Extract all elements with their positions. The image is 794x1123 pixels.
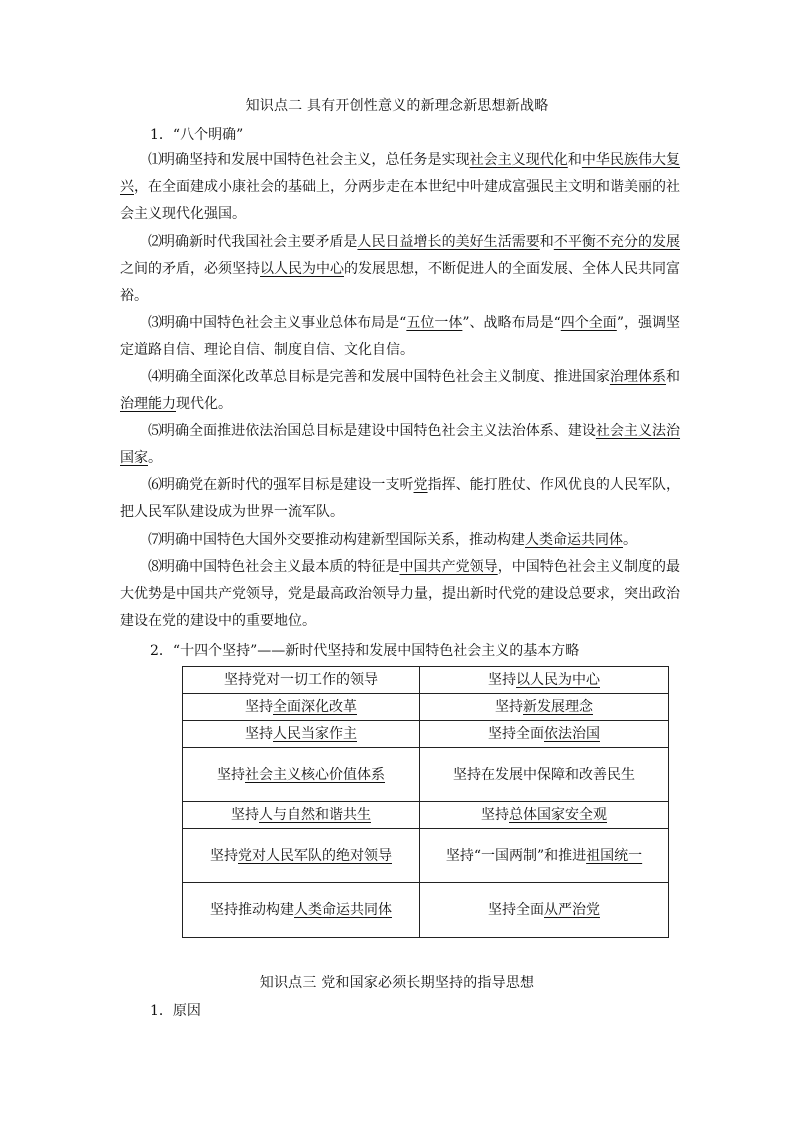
table-row: [183, 829, 669, 883]
table-row: [183, 667, 669, 694]
table-cell: 坚持在发展中保障和改善民生: [420, 748, 669, 802]
table-cell: 坚持党对一切工作的领导: [183, 667, 420, 694]
paragraph: ⑸明确全面推进依法治国总目标是建设中国特色社会主义法治体系、建设社会主义法治国家。: [120, 423, 681, 466]
paragraph: ⑺明确中国特色大国外交要推动构建新型国际关系，推动构建人类命运共同体。: [148, 532, 637, 548]
table-cell: 坚持全面依法治国: [420, 721, 669, 748]
table-cell: 坚持新发展理念: [420, 694, 669, 721]
paragraph: ⑹明确党在新时代的强军目标是建设一支听党指挥、能打胜仗、作风优良的人民军队，把人民军队建设成为世界一流军队。: [120, 477, 681, 520]
list-item-heading: 1．原因: [150, 1003, 201, 1019]
table-cell: 坚持以人民为中心: [420, 667, 669, 694]
table-row: [183, 883, 669, 938]
paragraph: ⑶明确中国特色社会主义事业总体布局是“五位一体”、战略布局是“四个全面”，强调坚定道路自信、理论自信、制度自信、文化自信。: [120, 315, 681, 358]
table-cell: 坚持全面深化改革: [183, 694, 420, 721]
paragraph: ⑴明确坚持和发展中国特色社会主义，总任务是实现社会主义现代化和中华民族伟大复兴，在全面建成小康社会的基础上，分两步走在本世纪中叶建成富强民主文明和谐美丽的社会主义现代化强国。: [120, 152, 681, 222]
table-cell: 坚持推动构建人类命运共同体: [183, 883, 420, 938]
list-item-heading: 1．“八个明确”: [150, 127, 244, 143]
table-row: [183, 748, 669, 802]
table-row: [183, 802, 669, 829]
section-heading: 知识点二 具有开创性意义的新理念新思想新战略: [245, 98, 549, 114]
paragraph: ⑵明确新时代我国社会主要矛盾是人民日益增长的美好生活需要和不平衡不充分的发展之间的矛盾，必须坚持以人民为中心的发展思想，不断促进人的全面发展、全体人民共同富裕。: [120, 234, 681, 304]
table-cell: 坚持全面从严治党: [420, 883, 669, 938]
fourteen-adherences-table: [182, 666, 669, 938]
table-cell: 坚持党对人民军队的绝对领导: [183, 829, 420, 883]
section-heading: 知识点三 党和国家必须长期坚持的指导思想: [259, 975, 535, 991]
list-item-heading: 2．“十四个坚持”——新时代坚持和发展中国特色社会主义的基本方略: [150, 643, 580, 659]
table-cell: 坚持“一国两制”和推进祖国统一: [420, 829, 669, 883]
table-cell: 坚持人与自然和谐共生: [183, 802, 420, 829]
table-row: [183, 694, 669, 721]
table-row: [183, 721, 669, 748]
paragraph: ⑷明确全面深化改革总目标是完善和发展中国特色社会主义制度、推进国家治理体系和治理能力现代化。: [120, 369, 681, 412]
table-cell: 坚持社会主义核心价值体系: [183, 748, 420, 802]
table-cell: 坚持总体国家安全观: [420, 802, 669, 829]
paragraph: ⑻明确中国特色社会主义最本质的特征是中国共产党领导，中国特色社会主义制度的最大优势是中国共产党领导，党是最高政治领导力量，提出新时代党的建设总要求，突出政治建设在党的建设中的重要地位。: [120, 559, 681, 629]
table-cell: 坚持人民当家作主: [183, 721, 420, 748]
